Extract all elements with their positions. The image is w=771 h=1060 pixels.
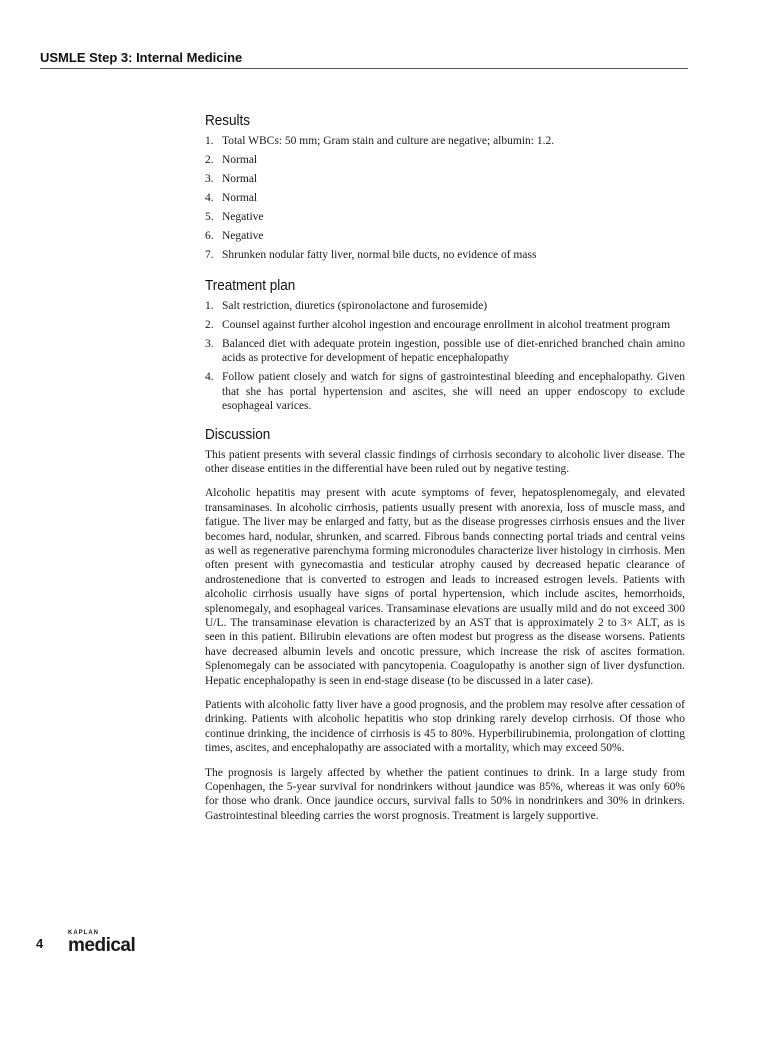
discussion-section	[205, 426, 685, 824]
item-number: 5.	[205, 211, 214, 223]
item-text: Salt restriction, diuretics (spironolactone and furosemide)	[222, 299, 488, 312]
item-number: 3.	[205, 337, 214, 350]
page-number: 4	[36, 936, 44, 951]
discussion-paragraph: Alcoholic hepatitis may present with acute symptoms of fever, hepatosplenomegaly, and elevated transaminases. In alcoholic cirrhosis, patients usually present with anorexia, loss of muscle mass, and fatigue. The liver may be enlarged and fatty, but as the disease progresses cirrhosis ensues and the liver becomes hard, nodular, shrunken, and scarred. Fibrous bands connecting portal triads and central veins as well as regenerative parenchyma forming micronodules characterize liver histology in cirrhosis. Men often present with gynecomastia and testicular atrophy caused by decreased hepatic clearance of androstenedione that is converted to estrogen and leads to increased estrogen levels. Patients with alcoholic cirrhosis usually have signs of portal hypertension, which include ascites, hemorrhoids, splenomegaly, and esophageal varices. Transaminase elevations are usually mild and do not exceed 300 U/L. The transaminase elevation is characterized by an AST that is approximately 2 to 3× ALT, as is seen in this patient. Bilirubin elevations are often modest but progress as the disease worsens. Patients have decreased albumin levels and oncotic pressure, which increase the risk of ascites formation. Splenomegaly can be associated with pancytopenia. Coagulopathy is another sign of liver dysfunction. Hepatic encephalopathy is seen in end-stage disease (to be discussed in a later case).	[205, 487, 685, 687]
item-text: Normal	[222, 154, 258, 166]
item-text: Total WBCs: 50 mm; Gram stain and culture are negative; albumin: 1.2.	[222, 135, 555, 147]
item-number: 2.	[205, 318, 214, 331]
list-item	[205, 229, 685, 244]
list-item	[205, 248, 685, 263]
list-item	[205, 210, 685, 225]
results-section	[205, 112, 685, 263]
kaplan-medical-logo	[68, 930, 135, 955]
item-number: 3.	[205, 173, 214, 185]
item-text: Counsel against further alcohol ingestion and encourage enrollment in alcohol treatment program	[222, 318, 671, 331]
list-item	[205, 172, 685, 187]
item-text: Follow patient closely and watch for signs of gastrointestinal bleeding and encephalopathy. Given that she has portal hypertension and ascites, she will need an upper endoscopy to exclude esophageal varices.	[222, 371, 685, 412]
discussion-paragraph: Patients with alcoholic fatty liver have a good prognosis, and the problem may resolve after cessation of drinking. Patients with alcoholic hepatitis who stop drinking rarely develop cirrhosis. Of those who continue drinking, the incidence of cirrhosis is 45 to 80%. Hyperbilirubinemia, prolongation of clotting times, ascites, and encephalopathy are associated with a mortality, which may exceed 50%.	[205, 699, 685, 755]
item-number: 7.	[205, 249, 214, 261]
list-item	[205, 153, 685, 168]
running-header: USMLE Step 3: Internal Medicine	[40, 50, 243, 65]
discussion-heading: Discussion	[205, 425, 271, 443]
item-text: Balanced diet with adequate protein ingestion, possible use of diet-enriched branched chain amino acids as protective for development of hepatic encephalopathy	[222, 337, 685, 364]
item-number: 2.	[205, 154, 214, 166]
item-text: Negative	[222, 211, 264, 223]
item-text: Shrunken nodular fatty liver, normal bile ducts, no evidence of mass	[222, 249, 537, 261]
logo-kaplan-text: KAPLAN	[68, 930, 99, 936]
logo-medical-text: medical	[68, 935, 136, 956]
treatment-section	[205, 277, 685, 414]
list-item	[205, 191, 685, 206]
results-heading: Results	[205, 112, 251, 129]
item-text: Negative	[222, 230, 264, 242]
main-content	[205, 112, 685, 835]
item-number: 4.	[205, 192, 214, 204]
list-item	[205, 134, 685, 149]
item-number: 6.	[205, 230, 214, 242]
treatment-heading: Treatment plan	[205, 276, 296, 294]
discussion-paragraph: This patient presents with several classic findings of cirrhosis secondary to alcoholic liver disease. The other disease entities in the differential have been ruled out by negative testing.	[205, 448, 685, 475]
list-item	[205, 337, 685, 366]
treatment-list	[205, 299, 685, 414]
results-list	[205, 134, 685, 263]
discussion-paragraph: The prognosis is largely affected by whether the patient continues to drink. In a large study from Copenhagen, the 5-year survival for nondrinkers without jaundice was 85%, whereas it was only 60% for those who drank. Once jaundice occurs, survival falls to 50% in nondrinkers and 30% in drinkers. Gastrointestinal bleeding carries the worst prognosis. Treatment is largely supportive.	[205, 766, 685, 822]
list-item	[205, 370, 685, 414]
list-item	[205, 318, 685, 333]
item-number: 1.	[205, 135, 214, 147]
item-text: Normal	[222, 173, 258, 185]
item-number: 4.	[205, 371, 214, 383]
item-number: 1.	[205, 299, 214, 312]
item-text: Normal	[222, 192, 258, 204]
list-item	[205, 299, 685, 314]
header-rule	[40, 68, 688, 69]
